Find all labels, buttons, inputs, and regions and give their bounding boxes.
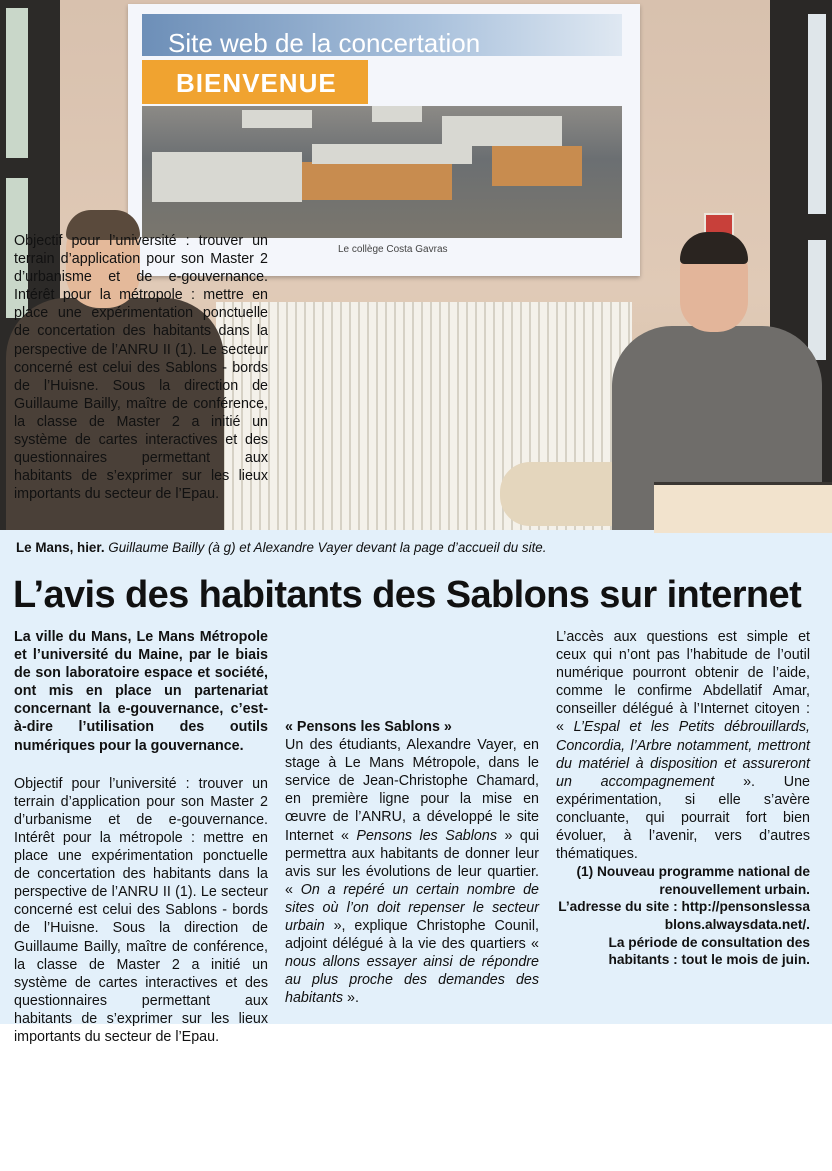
column-3 bbox=[556, 628, 810, 969]
column-1 bbox=[14, 628, 268, 1171]
article-paragraph-1: Objectif pour l’université : trouver un terrain d’application pour son Master 2 d’urbanisme et de e-gouvernance. Intérêt pour la métropole : mettre en place une expérimentation ponctuelle de concertation des habitants dans la perspective de l’ANRU II (1). Le secteur concerné est celui des Sablons - bords de l’Huisne. Sous la direction de Guillaume Bailly, maître de conférence, la classe de Master 2 a initié un système de cartes interactives et des questionnaires permettant aux habitants de s’exprimer sur les lieux importants du secteur de l’Epau. bbox=[14, 775, 268, 1045]
article-lead: La ville du Mans, Le Mans Métropole et l’université du Maine, par le biais de son laboratoire espace et société, ont mis en place un partenariat concernant la e-gouvernance, c’est-à-dire l’utilisation des outils numériques pour la gouvernance. bbox=[14, 629, 268, 754]
screen-welcome-text: BIENVENUE bbox=[176, 68, 337, 98]
site-address: L’adresse du site : http://pensonslessablons.alwaysdata.net/. bbox=[558, 899, 810, 932]
screen-caption: Le collège Costa Gavras bbox=[338, 244, 448, 255]
article-paragraph-3: L’accès aux questions est simple et ceux qui n’ont pas l’habitude de l’outil numérique pourront obtenir de l’aide, comme le confirme Abdellatif Amar, conseiller délégué à l’Internet citoyen : « L’Espal et les Petits débrouillards, Concordia, l’Arbre notamment, mettront du matériel à disposition et assureront un accompagnement ». Une expérimentation, si elle s’avère concluante, qui pourrait fort bien évoluer, à l’avenir, vers d’autres thématiques. bbox=[556, 629, 810, 863]
article-subhead: « Pensons les Sablons » bbox=[285, 719, 452, 735]
headline: L’avis des habitants des Sablons sur internet bbox=[13, 574, 802, 616]
screen-aerial-picture bbox=[142, 106, 622, 238]
screen-header bbox=[142, 14, 622, 56]
consultation-period: La période de consultation des habitants : tout le mois de juin. bbox=[608, 934, 810, 968]
caption-text: Guillaume Bailly (à g) et Alexandre Vayer devant la page d’accueil du site. bbox=[108, 540, 547, 555]
photo-caption bbox=[16, 540, 546, 555]
screen-welcome-banner bbox=[142, 60, 368, 104]
footnote-program: (1) Nouveau programme national de renouvellement urbain. bbox=[576, 864, 810, 897]
paragraph-1-overflow: Objectif pour l’université : trouver un terrain d’application pour son Master 2 d’urbanisme et de e-gouvernance. Intérêt pour la métropole : mettre en place une expérimentation ponctuelle de concertation des habitants dans la perspective de l’ANRU II (1). Le secteur concerné est celui des Sablons - bords de l’Huisne. Sous la direction de Guillaume Bailly, maître de conférence, la classe de Master 2 a initié un système de cartes interactives et des questionnaires permettant aux habitants de s’exprimer sur les lieux importants du secteur de l’Epau. bbox=[14, 233, 268, 503]
article-paragraph-2: Un des étudiants, Alexandre Vayer, en stage à Le Mans Métropole, dans le service de Jean-Christophe Chamard, en première ligne pour la mise en œuvre de l’ANRU, a développé le site Internet « Pensons les Sablons » qui permettra aux habitants de donner leur avis sur les évolutions de leur quartier. « On a repéré un certain nombre de sites où l’on doit repenser le secteur urbain », explique Christophe Counil, adjoint délégué à la vie des quartiers « nous allons essayer ainsi de répondre au plus proche des demandes des habitants ». bbox=[285, 737, 539, 1007]
caption-place: Le Mans, hier. bbox=[16, 540, 105, 555]
screen-title: Site web de la concertation bbox=[168, 28, 481, 58]
table bbox=[654, 482, 832, 533]
